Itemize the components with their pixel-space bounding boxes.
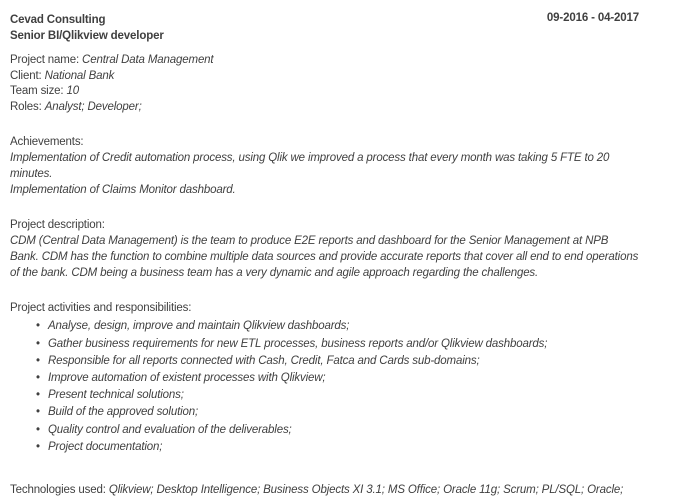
field-roles [10,100,639,116]
field-client [10,69,639,85]
field-value: 10 [66,85,80,98]
achievements-label: Achievements: [10,136,84,149]
header-left [10,12,164,44]
field-value: Analyst; Developer; [44,100,142,113]
field-label: Roles: [10,100,45,113]
description-text: CDM (Central Data Management) is the team to produce E2E reports and dashboard for the Senior Management at NPB Bank. CDM has the function to combine multiple data sources and provide accurate reports that cover all end to end operations of the bank. CDM being a business team has a very dynamic and agile approach regarding the challenges. [10,235,639,280]
technologies-row [10,482,639,498]
technologies-value: Qlikview; Desktop Intelligence; Business Objects XI 3.1; MS Office; Oracle 11g; Scrum; PL/SQL; Oracle; [108,484,624,496]
date-range: 09-2016 - 04-2017 [546,12,639,24]
activity-item: • Analyse, design, improve and maintain Qlikview dashboards; [10,318,639,335]
job-title: Senior BI/Qlikview developer [10,30,164,42]
activity-item: • Present technical solutions; [10,387,639,404]
field-label: Client: [10,69,45,82]
activity-item: • Responsible for all reports connected with Cash, Credit, Fatca and Cards sub-domains; [10,353,639,370]
achievement-line: Implementation of Credit automation process, using Qlik we improved a process that every month was taking 5 FTE to 20 minutes. [10,152,610,181]
description-label: Project description: [10,219,105,232]
activity-item: • Quality control and evaluation of the deliverables; [10,422,639,439]
field-project-name [10,53,639,69]
field-value: Central Data Management [82,54,214,66]
activity-item: • Build of the approved solution; [10,404,639,421]
field-value: National Bank [44,69,115,82]
activity-item: • Gather business requirements for new ETL processes, business reports and/or Qlikview dashboards; [10,336,639,353]
header [10,12,639,44]
achievements-section [10,134,639,198]
project-fields [10,53,639,115]
activities-section [10,300,639,456]
achievement-line: Implementation of Claims Monitor dashboard. [10,184,236,197]
activity-item: • Improve automation of existent processes with Qlikview; [10,370,639,387]
activities-label: Project activities and responsibilities: [10,302,192,315]
technologies-label: Technologies used: [10,484,109,496]
company-name: Cevad Consulting [10,14,106,26]
field-label: Project name: [10,54,83,66]
field-team-size [10,84,639,100]
description-section [10,217,639,281]
activity-item: • Project documentation; [10,439,639,456]
field-label: Team size: [10,85,67,98]
activities-list [10,318,639,456]
